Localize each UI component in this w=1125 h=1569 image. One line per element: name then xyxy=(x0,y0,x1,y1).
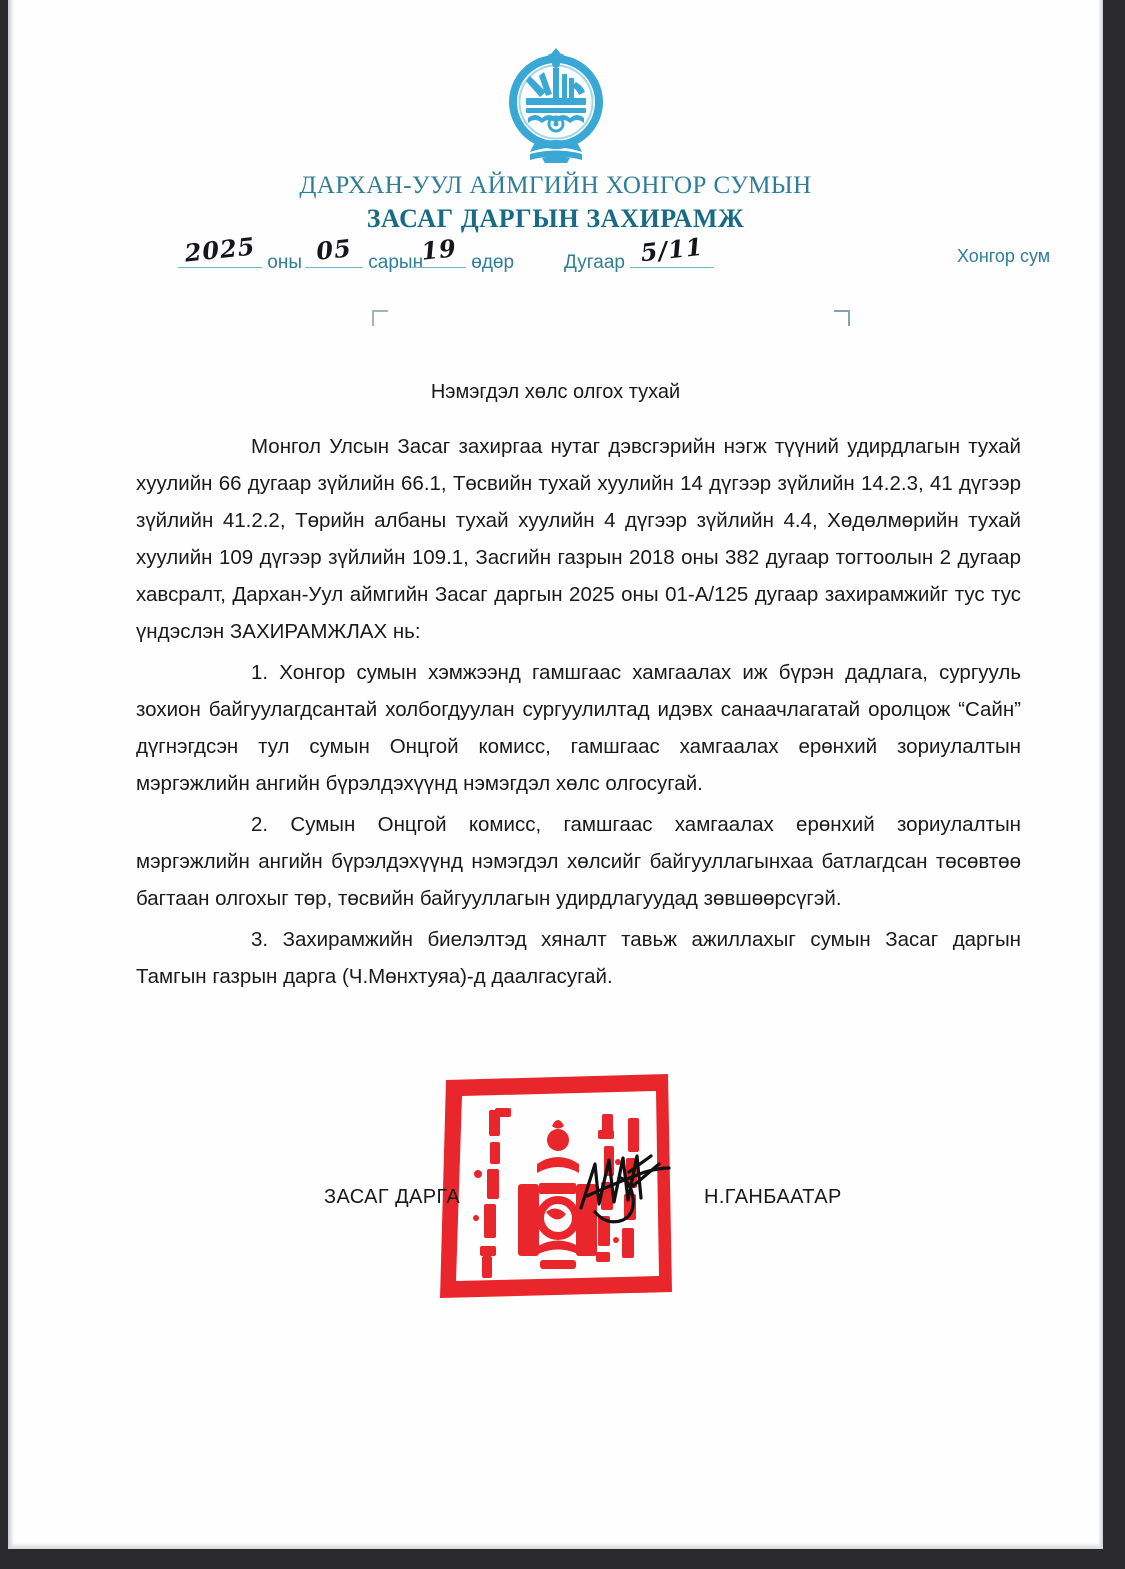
document-body xyxy=(136,428,1021,999)
date-and-number-row xyxy=(8,231,1103,278)
paragraph-3 xyxy=(136,921,1021,995)
signer-title: ЗАСАГ ДАРГА xyxy=(324,1186,461,1208)
emblem-container xyxy=(8,46,1103,164)
handwritten-month: 05 xyxy=(314,233,354,266)
paragraph-1 xyxy=(136,654,1021,802)
month-label: сарын xyxy=(368,252,424,273)
number-blank xyxy=(630,231,714,268)
mongolian-state-emblem-icon xyxy=(504,46,608,164)
year-label: оны xyxy=(267,252,302,273)
date-month-field xyxy=(305,233,424,274)
handwritten-year: 2025 xyxy=(183,231,257,268)
paragraph-2-text: 2. Сумын Онцгой комисс, гамшгаас хамгаалах ерөнхий зориулалтын мэргэжлийн ангийн бүрэлдэхүүнд нэмэгдэл хөлсийг байгууллагынхаа батлагдсан төсөвтөө багтаан олгохыг төр, төсвийн байгууллагын удирдлагуудад зөвшөөрсүгэй. xyxy=(136,813,1021,910)
paragraph-1-text: 1. Хонгор сумын хэмжээнд гамшгаас хамгаалах иж бүрэн дадлага, сургууль зохион байгуулагдсантай холбогдуулан сургуулилтад идэвх санаачлагатай оролцож “Сайн” дүгнэгдсэн тул сумын Онцгой комисс, гамшгаас хамгаалах ерөнхий зориулалтын мэргэжлийн ангийн бүрэлдэхүүнд нэмэгдэл хөлс олгосугай. xyxy=(136,661,1021,795)
handwritten-number: 5/11 xyxy=(639,231,706,268)
organization-line-1: ДАРХАН-УУЛ АЙМГИЙН ХОНГОР СУМЫН xyxy=(299,172,812,199)
signer-name: Н.ГАНБААТАР xyxy=(704,1186,842,1208)
signature-row xyxy=(8,1186,1103,1216)
day-blank xyxy=(412,233,466,268)
number-label: Дугаар xyxy=(564,252,625,273)
handwritten-day: 19 xyxy=(419,233,459,266)
month-blank xyxy=(305,233,363,268)
date-year-field xyxy=(178,231,302,274)
corner-bracket-right-icon xyxy=(834,310,850,326)
date-day-field xyxy=(412,233,515,274)
year-blank xyxy=(178,231,262,268)
document-subject: Нэмэгдэл хөлс олгох тухай xyxy=(430,381,681,403)
organization-line-2: ЗАСАГ ДАРГЫН ЗАХИРАМЖ xyxy=(366,204,745,233)
place-label: Хонгор сум xyxy=(957,246,1051,266)
page-edge-bottom xyxy=(8,1543,1103,1549)
paragraph-2 xyxy=(136,806,1021,917)
day-label: өдөр xyxy=(471,252,515,273)
corner-bracket-left-icon xyxy=(372,310,388,326)
document-page xyxy=(8,0,1103,1549)
paragraph-intro xyxy=(136,428,1021,650)
document-number-field xyxy=(564,231,714,274)
paragraph-3-text: 3. Захирамжийн биелэлтэд хяналт тавьж ажиллахыг сумын Засаг даргын Тамгын газрын дарга (Ч.Мөнхтуяа)-д даалгасугай. xyxy=(136,928,1021,988)
paragraph-intro-text: Монгол Улсын Засаг захиргаа нутаг дэвсгэрийн нэгж түүний удирдлагын тухай хуулийн 66 дугаар зүйлийн 66.1, Төсвийн тухай хуулийн 14 дүгээр зүйлийн 14.2.3, 41 дүгээр зүйлийн 41.2.2, Төрийн албаны тухай хуулийн 4 дүгээр зүйлийн 4.4, Хөдөлмөрийн тухай хуулийн 109 дүгээр зүйлийн 109.1, Засгийн газрын 2018 оны 382 дугаар тогтоолын 2 дугаар хавсралт, Дархан-Уул аймгийн Засаг даргын 2025 оны 01-А/125 дугаар захирамжийг тус тус үндэслэн ЗАХИРАМЖЛАХ нь: xyxy=(136,435,1021,643)
